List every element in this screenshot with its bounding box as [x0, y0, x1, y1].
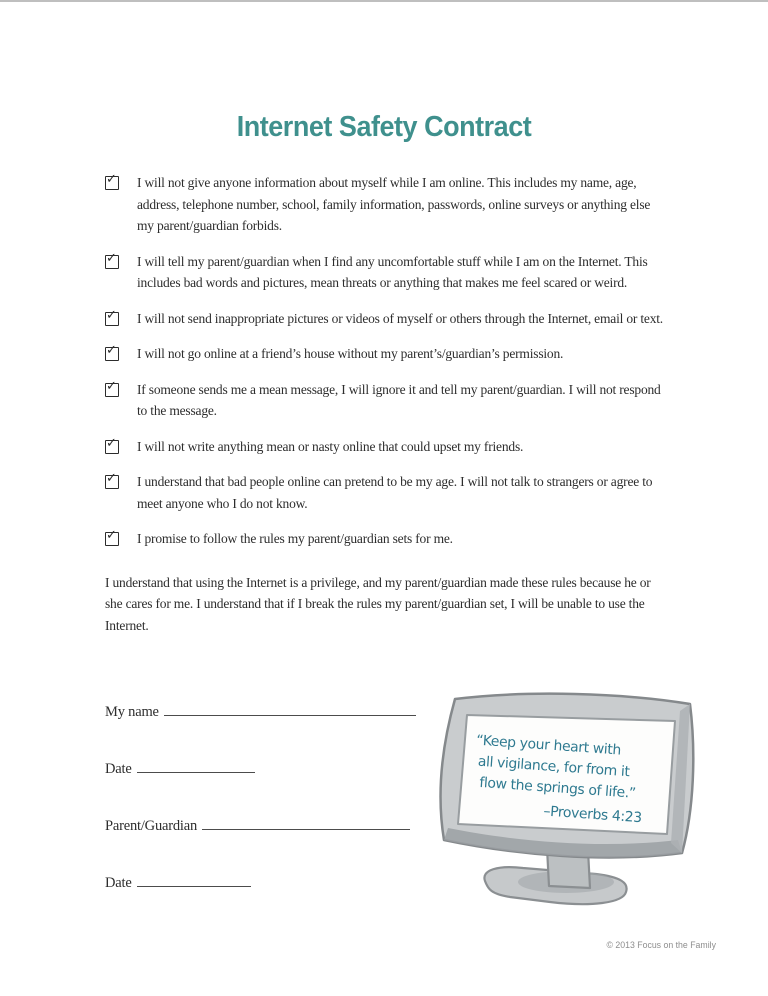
checkbox-checked[interactable] — [105, 307, 119, 326]
check-icon: ✓ — [106, 343, 117, 358]
signature-label: My name — [105, 704, 159, 720]
rule-text: I will not give anyone information about myself while I am online. This includes my name, age, address, telephone number, school, family information, passwords, online surveys or anything else my parent/guardian forbids. — [137, 175, 651, 233]
rule-item — [105, 379, 663, 422]
checkbox-checked[interactable] — [105, 172, 119, 190]
rules-list — [105, 172, 663, 550]
check-icon: ✓ — [106, 471, 117, 486]
checkbox-checked[interactable] — [105, 378, 119, 397]
signature-row-parent-guardian — [105, 816, 435, 834]
checkbox-checked[interactable] — [105, 250, 119, 269]
signature-label: Date — [105, 875, 132, 891]
check-icon: ✓ — [106, 435, 117, 451]
checkbox-checked[interactable] — [105, 528, 119, 546]
signature-section — [105, 702, 435, 930]
signature-line-my-name[interactable] — [164, 702, 416, 716]
rule-item — [105, 436, 663, 458]
check-icon: ✓ — [106, 250, 117, 266]
rule-text: I will tell my parent/guardian when I find any uncomfortable stuff while I am on the Internet. This includes bad words and pictures, mean threats or anything that makes me feel scared or weird. — [137, 253, 648, 290]
rule-text: I will not send inappropriate pictures or videos of myself or others through the Internet, email or text. — [137, 310, 663, 326]
signature-label: Parent/Guardian — [105, 818, 198, 834]
rule-item — [105, 172, 663, 237]
checkbox-checked[interactable] — [105, 435, 119, 454]
rule-text: If someone sends me a mean message, I will ignore it and tell my parent/guardian. I will not respond to the message. — [137, 381, 661, 418]
contract-body — [105, 172, 663, 636]
quote-attribution: –Proverbs 4:23 — [542, 803, 643, 827]
rule-item — [105, 308, 663, 330]
signature-line-date-parent[interactable] — [137, 873, 251, 887]
rule-text: I will not go online at a friend’s house without my parent’s/guardian’s permission. — [137, 346, 564, 361]
rule-item — [105, 471, 663, 514]
rule-text: I will not write anything mean or nasty online that could upset my friends. — [137, 438, 524, 454]
rule-item — [105, 343, 663, 365]
signature-label: Date — [105, 761, 132, 777]
quote-line-3: flow the springs of life.” — [478, 774, 637, 802]
signature-row-date-child — [105, 759, 435, 777]
checkbox-checked[interactable] — [105, 471, 119, 489]
check-icon: ✓ — [106, 307, 117, 323]
monitor-illustration — [428, 682, 720, 912]
page-title: Internet Safety Contract — [236, 111, 532, 143]
rule-item — [105, 251, 663, 294]
copyright-notice: © 2013 Focus on the Family — [606, 940, 716, 951]
checkbox-checked[interactable] — [105, 343, 119, 361]
check-icon: ✓ — [106, 528, 117, 543]
rule-text: I promise to follow the rules my parent/guardian sets for me. — [137, 531, 453, 546]
rule-text: I understand that bad people online can pretend to be my age. I will not talk to strangers or agree to meet anyone who I do not know. — [137, 474, 653, 511]
check-icon: ✓ — [106, 172, 117, 187]
rule-item — [105, 528, 663, 550]
check-icon: ✓ — [106, 378, 117, 394]
signature-line-date-child[interactable] — [137, 759, 255, 773]
quote-line-2: all vigilance, for from it — [477, 753, 631, 781]
signature-row-my-name — [105, 702, 435, 720]
closing-paragraph: I understand that using the Internet is a privilege, and my parent/guardian made these rules because he or she cares for me. I understand that if I break the rules my parent/guardian set, I will be unable to use the Internet. — [105, 574, 651, 633]
signature-line-parent-guardian[interactable] — [202, 816, 410, 830]
signature-row-date-parent — [105, 873, 435, 891]
quote-line-1: “Keep your heart with — [475, 732, 622, 759]
